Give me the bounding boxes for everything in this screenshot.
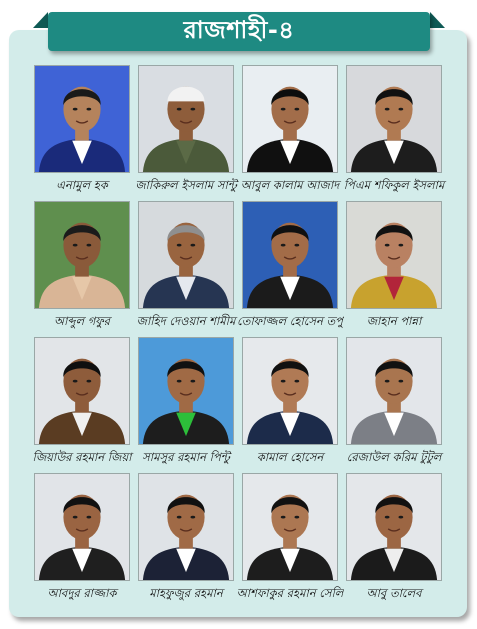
candidate-name: মাহফুজুর রহমান <box>149 586 223 600</box>
candidate-card <box>346 473 442 609</box>
candidate-card <box>135 65 237 201</box>
portrait-illustration <box>139 474 233 580</box>
candidate-card <box>343 65 445 201</box>
candidate-photo <box>242 473 338 581</box>
candidate-photo <box>138 337 234 445</box>
portrait-illustration <box>139 202 233 308</box>
candidate-photo <box>138 65 234 173</box>
candidate-name: এনামুল হক <box>56 178 108 192</box>
portrait-illustration <box>347 338 441 444</box>
candidate-photo <box>242 65 338 173</box>
candidate-photo <box>242 201 338 309</box>
portrait-illustration <box>139 338 233 444</box>
candidate-photo <box>138 201 234 309</box>
candidate-card <box>237 201 343 337</box>
candidate-name: জাকিরুল ইসলাম সান্টু <box>135 178 237 192</box>
candidate-name: পিএম শফিকুল ইসলাম <box>343 178 445 192</box>
candidate-card <box>34 337 130 473</box>
portrait-illustration <box>139 66 233 172</box>
candidate-card <box>138 337 234 473</box>
candidate-grid <box>32 65 445 609</box>
candidate-name: আবদুর রাজ্জাক <box>47 586 117 600</box>
candidate-card <box>138 201 234 337</box>
portrait-illustration <box>347 66 441 172</box>
candidate-photo <box>34 473 130 581</box>
candidate-photo <box>34 201 130 309</box>
portrait-illustration <box>243 66 337 172</box>
candidate-name: আবুল কালাম আজাদ <box>240 178 340 192</box>
candidate-photo <box>138 473 234 581</box>
candidate-photo <box>346 65 442 173</box>
candidate-card <box>346 337 442 473</box>
candidate-card <box>346 201 442 337</box>
constituency-banner <box>48 12 430 51</box>
portrait-illustration <box>243 338 337 444</box>
portrait-illustration <box>243 202 337 308</box>
candidate-card <box>242 337 338 473</box>
portrait-illustration <box>243 474 337 580</box>
portrait-illustration <box>35 66 129 172</box>
candidate-photo <box>346 337 442 445</box>
candidate-name: রেজাউল করিম টুটুল <box>346 450 442 464</box>
banner-fold-right <box>430 12 445 28</box>
candidate-name: আশফাকুর রহমান সেলি <box>236 586 344 600</box>
portrait-illustration <box>35 338 129 444</box>
banner-fold-left <box>33 12 48 28</box>
candidate-card <box>236 473 344 609</box>
candidate-name: আব্দুল গফুর <box>54 314 110 328</box>
candidate-card <box>138 473 234 609</box>
candidate-card <box>242 65 338 201</box>
candidate-photo <box>34 65 130 173</box>
portrait-illustration <box>347 202 441 308</box>
portrait-illustration <box>35 202 129 308</box>
candidate-name: জিয়াউর রহমান জিয়া <box>32 450 132 464</box>
portrait-illustration <box>347 474 441 580</box>
candidate-card <box>34 201 130 337</box>
candidate-name: কামাল হোসেন <box>256 450 324 464</box>
candidate-photo <box>34 337 130 445</box>
constituency-title: রাজশাহী-৪ <box>183 15 295 44</box>
candidate-name: জাহিদ দেওয়ান শামীম <box>136 314 236 328</box>
candidate-name: আবু তালেব <box>366 586 422 600</box>
candidate-name: সামসুর রহমান পিন্টু <box>142 450 230 464</box>
candidate-photo <box>346 201 442 309</box>
candidate-card <box>34 473 130 609</box>
candidate-card <box>34 65 130 201</box>
candidate-name: জাহান পান্না <box>366 314 422 328</box>
candidate-name: তোফাজ্জল হোসেন তপু <box>237 314 343 328</box>
candidate-photo <box>346 473 442 581</box>
candidate-photo <box>242 337 338 445</box>
portrait-illustration <box>35 474 129 580</box>
